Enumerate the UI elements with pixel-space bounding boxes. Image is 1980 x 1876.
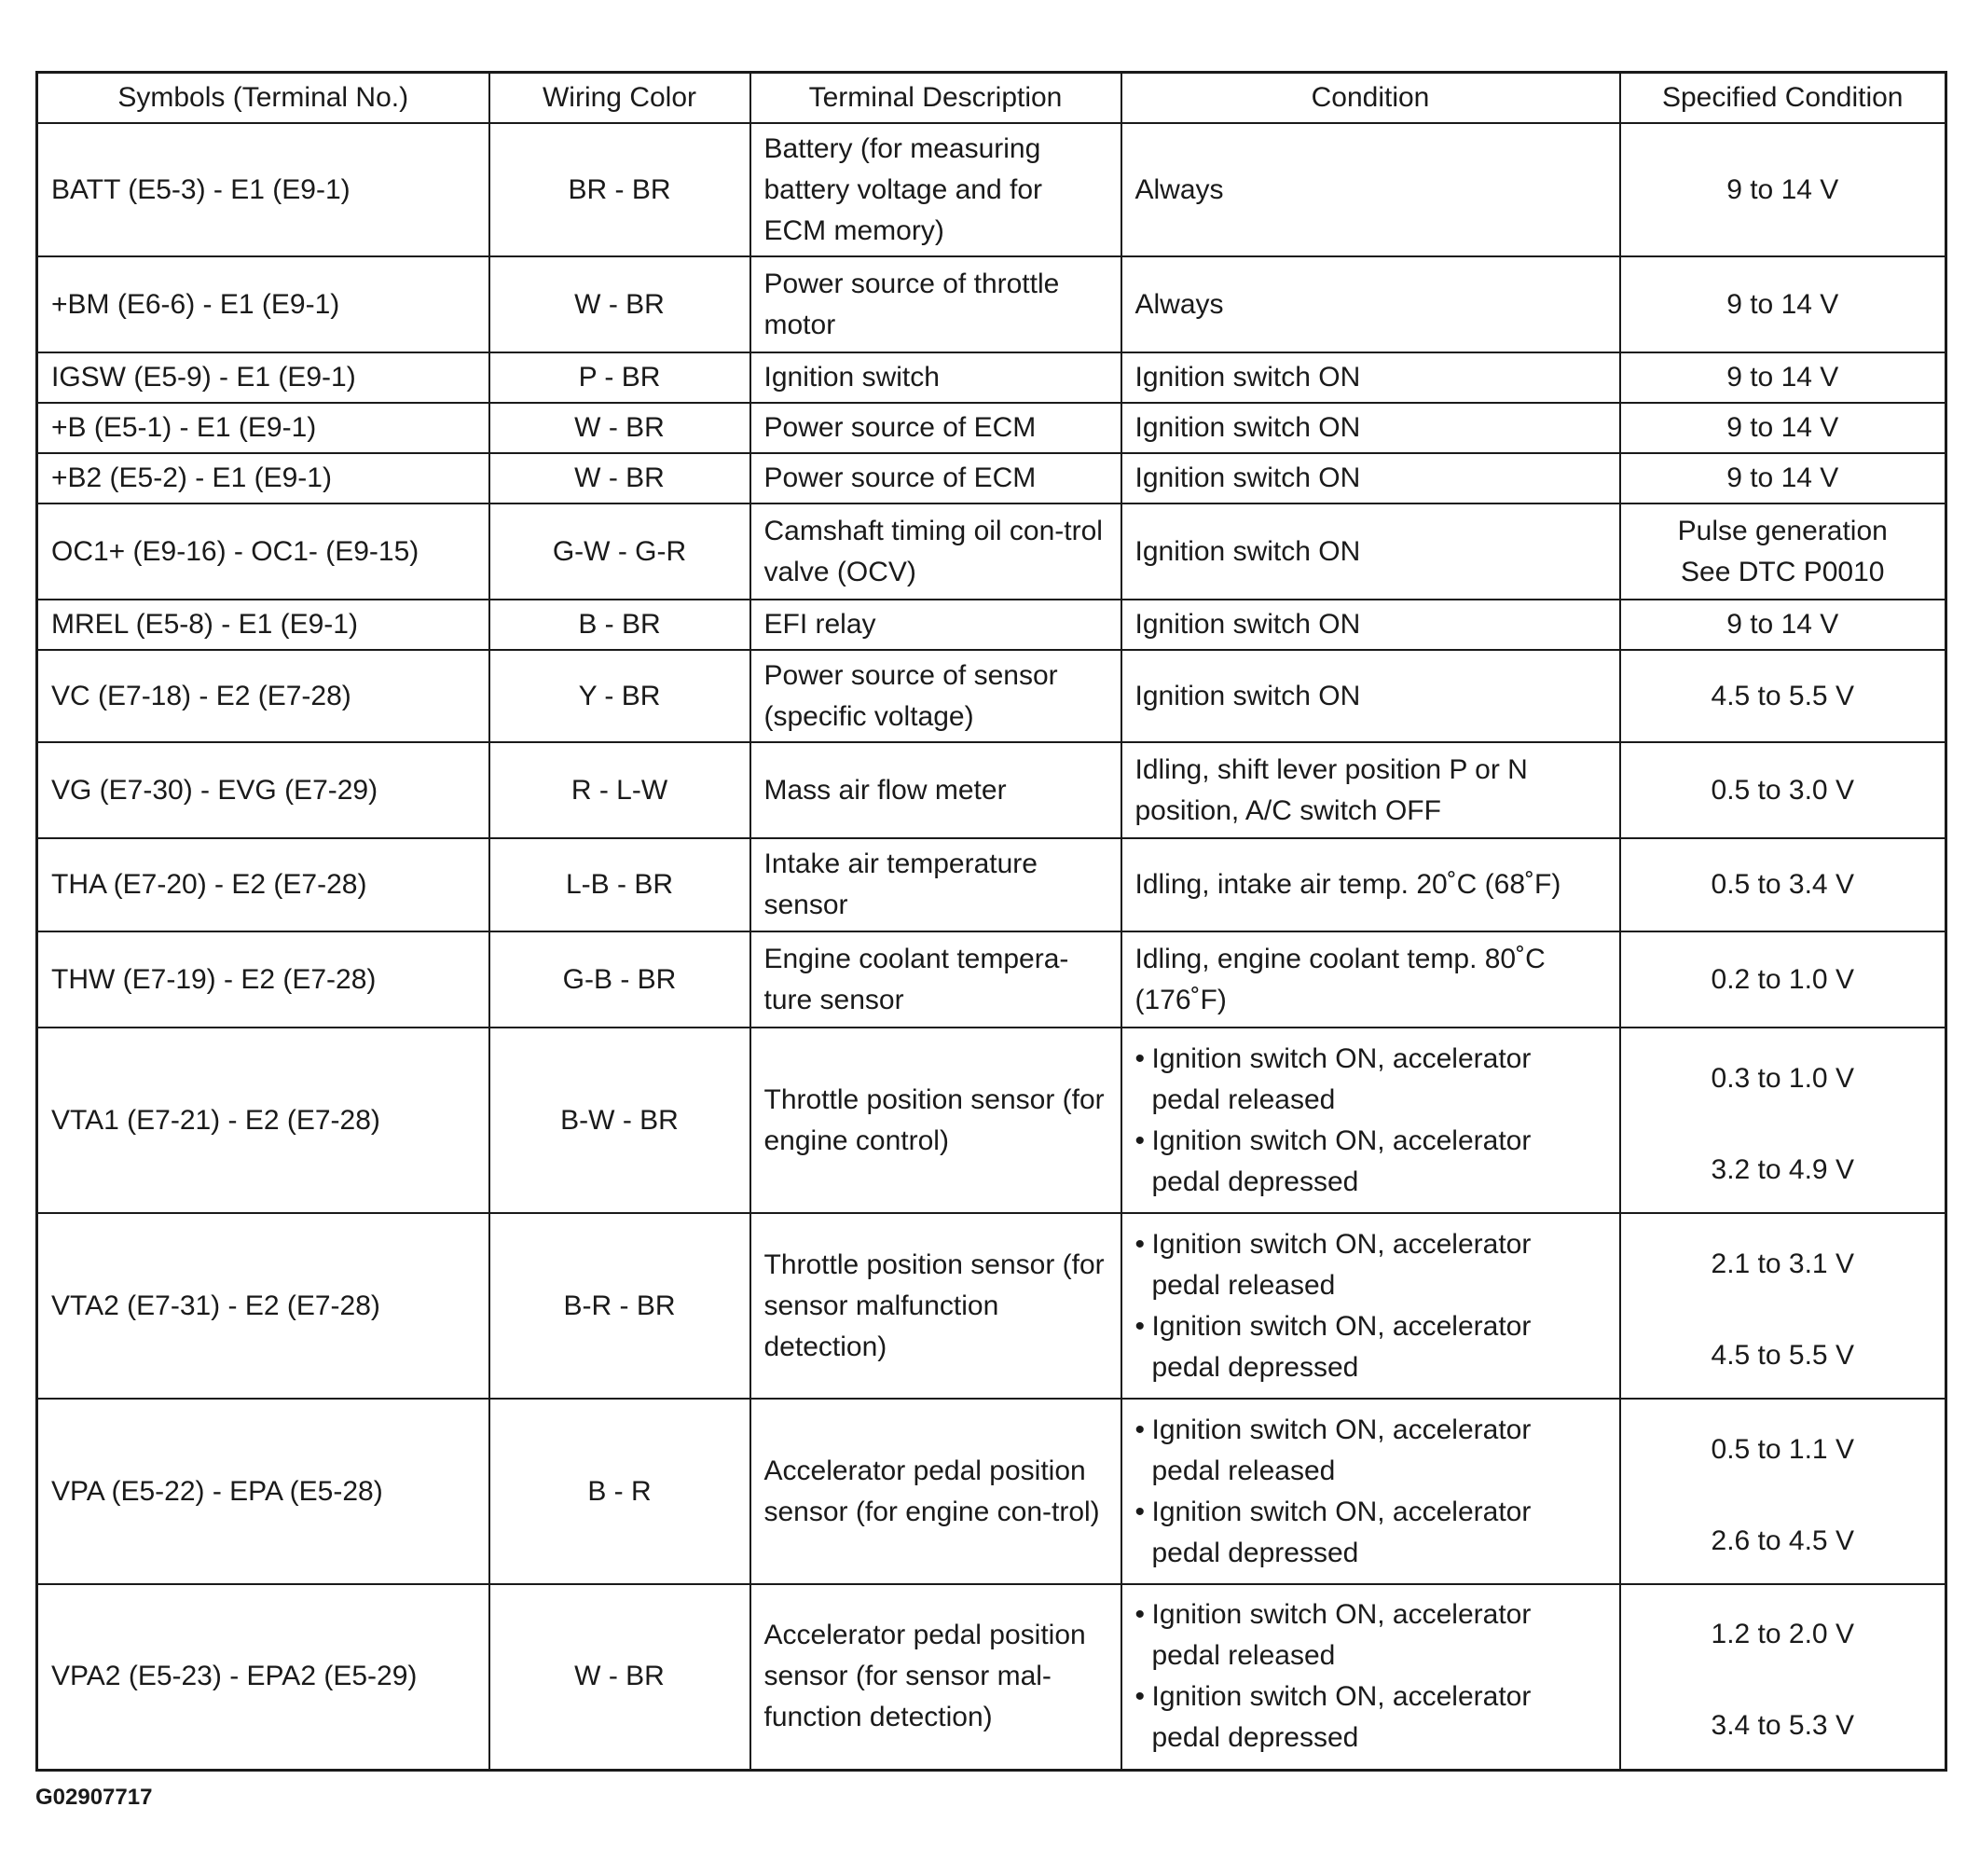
spec-cell: 0.5 to 3.4 V <box>1620 838 1946 931</box>
symbol-cell: +BM (E6-6) - E1 (E9-1) <box>37 256 489 352</box>
condition-released: • Ignition switch ON, accelerator pedal released <box>1135 1039 1606 1121</box>
condition-cell <box>1121 1213 1620 1399</box>
header-specified-condition: Specified Condition <box>1620 73 1946 124</box>
wiring-cell: G-W - G-R <box>489 503 750 600</box>
table-row <box>37 453 1946 503</box>
spec-released: 1.2 to 2.0 V <box>1711 1619 1854 1650</box>
symbol-cell: IGSW (E5-9) - E1 (E9-1) <box>37 352 489 403</box>
symbol-cell: MREL (E5-8) - E1 (E9-1) <box>37 600 489 650</box>
wiring-cell: W - BR <box>489 1584 750 1770</box>
description-cell: Power source of ECM <box>750 403 1121 453</box>
spec-cell: 0.5 to 3.0 V <box>1620 742 1946 838</box>
ecm-terminal-table <box>35 71 1947 1772</box>
spec-cell <box>1620 1399 1946 1584</box>
symbol-cell: OC1+ (E9-16) - OC1- (E9-15) <box>37 503 489 600</box>
symbol-cell: +B2 (E5-2) - E1 (E9-1) <box>37 453 489 503</box>
table-row <box>37 123 1946 256</box>
table-row <box>37 256 1946 352</box>
condition-cell: Idling, shift lever position P or N position, A/C switch OFF <box>1121 742 1620 838</box>
condition-released: • Ignition switch ON, accelerator pedal released <box>1135 1594 1606 1676</box>
spec-cell <box>1620 503 1946 600</box>
description-cell: Camshaft timing oil con-trol valve (OCV) <box>750 503 1121 600</box>
table-row <box>37 600 1946 650</box>
table-row <box>37 1399 1946 1584</box>
wiring-cell: L-B - BR <box>489 838 750 931</box>
condition-depressed: • Ignition switch ON, accelerator pedal depressed <box>1135 1306 1606 1388</box>
description-cell: EFI relay <box>750 600 1121 650</box>
condition-cell: Ignition switch ON <box>1121 600 1620 650</box>
condition-cell: Ignition switch ON <box>1121 453 1620 503</box>
description-cell: Accelerator pedal position sensor (for sensor mal-function detection) <box>750 1584 1121 1770</box>
table-row <box>37 838 1946 931</box>
description-cell: Accelerator pedal position sensor (for engine con-trol) <box>750 1399 1121 1584</box>
description-cell: Mass air flow meter <box>750 742 1121 838</box>
symbol-cell: VPA (E5-22) - EPA (E5-28) <box>37 1399 489 1584</box>
symbol-cell: VTA1 (E7-21) - E2 (E7-28) <box>37 1028 489 1213</box>
wiring-cell: G-B - BR <box>489 931 750 1028</box>
spec-cell: 9 to 14 V <box>1620 453 1946 503</box>
spec-cell <box>1620 1028 1946 1213</box>
spec-cell: 4.5 to 5.5 V <box>1620 650 1946 742</box>
header-row <box>37 73 1946 124</box>
condition-cell: Always <box>1121 256 1620 352</box>
table-row <box>37 742 1946 838</box>
spec-dtc-reference: See DTC P0010 <box>1681 556 1885 587</box>
condition-cell: Idling, engine coolant temp. 80˚C (176˚F) <box>1121 931 1620 1028</box>
condition-cell <box>1121 1584 1620 1770</box>
description-cell: Throttle position sensor (for sensor malfunction detection) <box>750 1213 1121 1399</box>
table-row <box>37 931 1946 1028</box>
description-cell: Power source of throttle motor <box>750 256 1121 352</box>
spec-cell <box>1620 1584 1946 1770</box>
header-condition: Condition <box>1121 73 1620 124</box>
condition-cell: Ignition switch ON <box>1121 352 1620 403</box>
wiring-cell: W - BR <box>489 453 750 503</box>
spec-depressed: 3.2 to 4.9 V <box>1711 1153 1854 1185</box>
wiring-cell: B-R - BR <box>489 1213 750 1399</box>
table-row <box>37 503 1946 600</box>
figure-id: G02907717 <box>35 1785 153 1810</box>
description-cell: Intake air temperature sensor <box>750 838 1121 931</box>
symbol-cell: VG (E7-30) - EVG (E7-29) <box>37 742 489 838</box>
wiring-cell: B - R <box>489 1399 750 1584</box>
spec-depressed: 3.4 to 5.3 V <box>1711 1710 1854 1742</box>
condition-cell: Idling, intake air temp. 20˚C (68˚F) <box>1121 838 1620 931</box>
condition-released: • Ignition switch ON, accelerator pedal released <box>1135 1410 1606 1492</box>
spec-released: 0.5 to 1.1 V <box>1711 1433 1854 1465</box>
wiring-cell: R - L-W <box>489 742 750 838</box>
description-cell: Engine coolant tempera-ture sensor <box>750 931 1121 1028</box>
spec-released: 2.1 to 3.1 V <box>1711 1248 1854 1279</box>
condition-cell: Ignition switch ON <box>1121 403 1620 453</box>
wiring-cell: P - BR <box>489 352 750 403</box>
spec-cell: 9 to 14 V <box>1620 600 1946 650</box>
spec-depressed: 2.6 to 4.5 V <box>1711 1524 1854 1556</box>
symbol-cell: +B (E5-1) - E1 (E9-1) <box>37 403 489 453</box>
symbol-cell: VTA2 (E7-31) - E2 (E7-28) <box>37 1213 489 1399</box>
spec-cell: 0.2 to 1.0 V <box>1620 931 1946 1028</box>
description-cell: Throttle position sensor (for engine control) <box>750 1028 1121 1213</box>
condition-cell: Always <box>1121 123 1620 256</box>
condition-cell: Ignition switch ON <box>1121 650 1620 742</box>
spec-pulse-generation: Pulse generation <box>1677 515 1888 546</box>
condition-depressed: • Ignition switch ON, accelerator pedal depressed <box>1135 1676 1606 1759</box>
spec-depressed: 4.5 to 5.5 V <box>1711 1339 1854 1371</box>
symbol-cell: VPA2 (E5-23) - EPA2 (E5-29) <box>37 1584 489 1770</box>
wiring-cell: Y - BR <box>489 650 750 742</box>
table-row <box>37 352 1946 403</box>
condition-cell <box>1121 1028 1620 1213</box>
description-cell: Battery (for measuring battery voltage and for ECM memory) <box>750 123 1121 256</box>
wiring-cell: B-W - BR <box>489 1028 750 1213</box>
spec-released: 0.3 to 1.0 V <box>1711 1062 1854 1094</box>
table-row <box>37 403 1946 453</box>
wiring-cell: BR - BR <box>489 123 750 256</box>
description-cell: Power source of ECM <box>750 453 1121 503</box>
condition-depressed: • Ignition switch ON, accelerator pedal depressed <box>1135 1492 1606 1574</box>
condition-cell <box>1121 1399 1620 1584</box>
table-row <box>37 1028 1946 1213</box>
symbol-cell: VC (E7-18) - E2 (E7-28) <box>37 650 489 742</box>
symbol-cell: BATT (E5-3) - E1 (E9-1) <box>37 123 489 256</box>
condition-released: • Ignition switch ON, accelerator pedal released <box>1135 1224 1606 1306</box>
symbol-cell: THA (E7-20) - E2 (E7-28) <box>37 838 489 931</box>
spec-cell <box>1620 1213 1946 1399</box>
wiring-cell: B - BR <box>489 600 750 650</box>
condition-depressed: • Ignition switch ON, accelerator pedal depressed <box>1135 1121 1606 1203</box>
spec-cell: 9 to 14 V <box>1620 403 1946 453</box>
description-cell: Ignition switch <box>750 352 1121 403</box>
table-row <box>37 1584 1946 1770</box>
description-cell: Power source of sensor (specific voltage) <box>750 650 1121 742</box>
header-wiring-color: Wiring Color <box>489 73 750 124</box>
spec-cell: 9 to 14 V <box>1620 352 1946 403</box>
spec-cell: 9 to 14 V <box>1620 123 1946 256</box>
table-row <box>37 650 1946 742</box>
spec-cell: 9 to 14 V <box>1620 256 1946 352</box>
header-terminal-description: Terminal Description <box>750 73 1121 124</box>
header-symbols: Symbols (Terminal No.) <box>37 73 489 124</box>
wiring-cell: W - BR <box>489 403 750 453</box>
condition-cell: Ignition switch ON <box>1121 503 1620 600</box>
table-row <box>37 1213 1946 1399</box>
wiring-cell: W - BR <box>489 256 750 352</box>
symbol-cell: THW (E7-19) - E2 (E7-28) <box>37 931 489 1028</box>
terminal-table-container <box>35 71 1945 1772</box>
